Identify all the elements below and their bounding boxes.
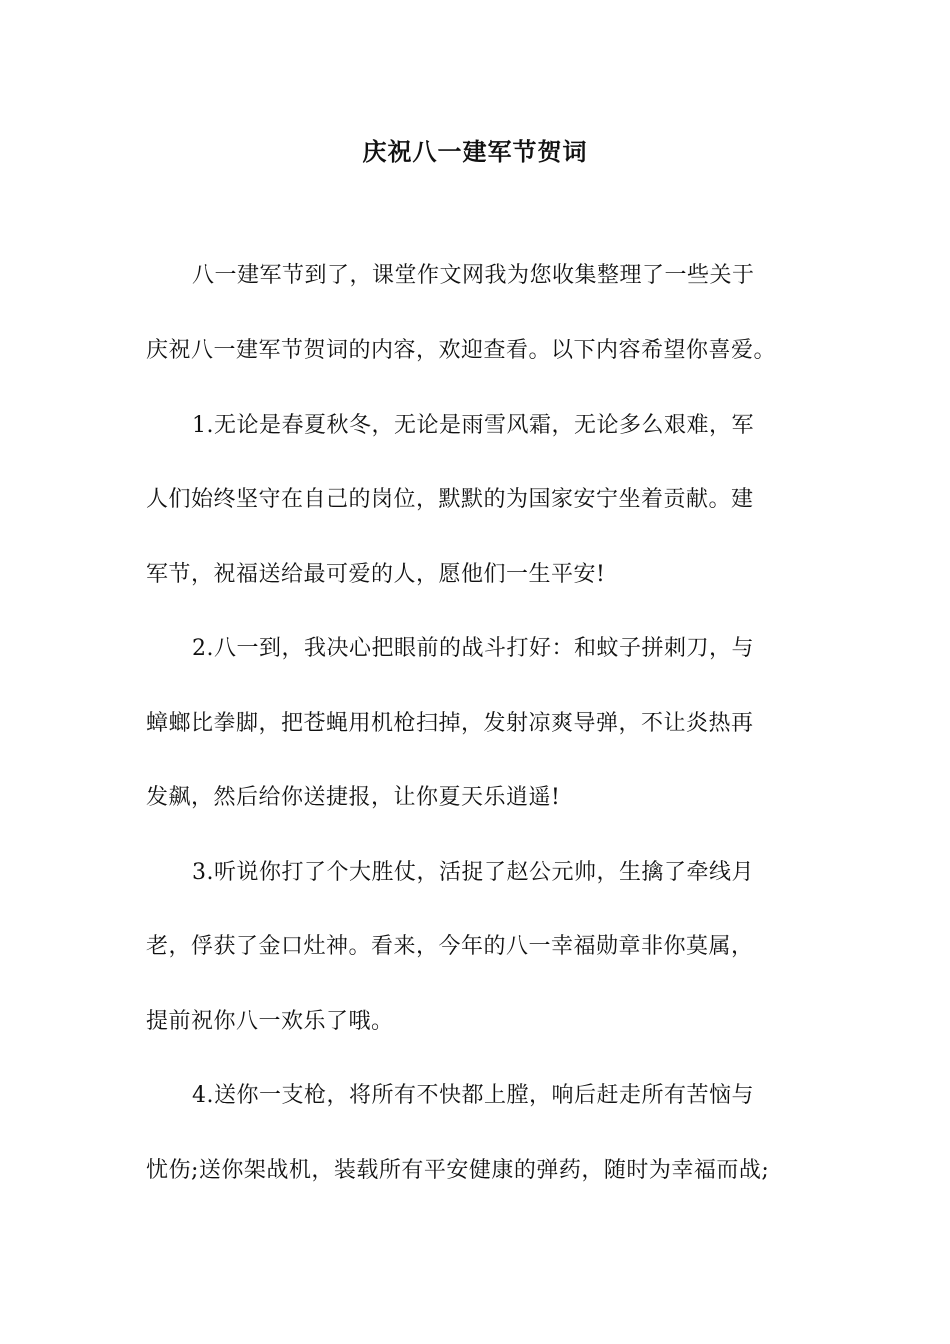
- paragraph-line: 忧伤;送你架战机，装载所有平安健康的弹药，随时为幸福而战;: [146, 1158, 770, 1183]
- paragraph-line: 军节，祝福送给最可爱的人，愿他们一生平安!: [146, 562, 606, 587]
- paragraph-line: 人们始终坚守在自己的岗位，默默的为国家安宁坐着贡献。建: [146, 487, 754, 512]
- paragraph-line: 2.八一到，我决心把眼前的战斗打好：和蚊子拼刺刀，与: [192, 636, 754, 661]
- paragraph-line: 提前祝你八一欢乐了哦。: [146, 1009, 394, 1034]
- document-title: 庆祝八一建军节贺词: [362, 137, 588, 166]
- paragraph-line: 3.听说你打了个大胜仗，活捉了赵公元帅，生擒了牵线月: [192, 860, 754, 885]
- paragraph-line: 1.无论是春夏秋冬，无论是雨雪风霜，无论多么艰难，军: [192, 413, 754, 438]
- paragraph-line: 老，俘获了金口灶神。看来，今年的八一幸福勋章非你莫属，: [146, 934, 754, 959]
- paragraph-line: 八一建军节到了，课堂作文网我为您收集整理了一些关于: [192, 263, 755, 288]
- paragraph-line: 蟑螂比拳脚，把苍蝇用机枪扫掉，发射凉爽导弹，不让炎热再: [146, 711, 754, 736]
- paragraph-line: 庆祝八一建军节贺词的内容，欢迎查看。以下内容希望你喜爱。: [146, 338, 777, 363]
- paragraph-line: 4.送你一支枪，将所有不快都上膛，响后赶走所有苦恼与: [192, 1083, 754, 1108]
- paragraph-line: 发飙，然后给你送捷报，让你夏天乐逍遥!: [146, 785, 561, 810]
